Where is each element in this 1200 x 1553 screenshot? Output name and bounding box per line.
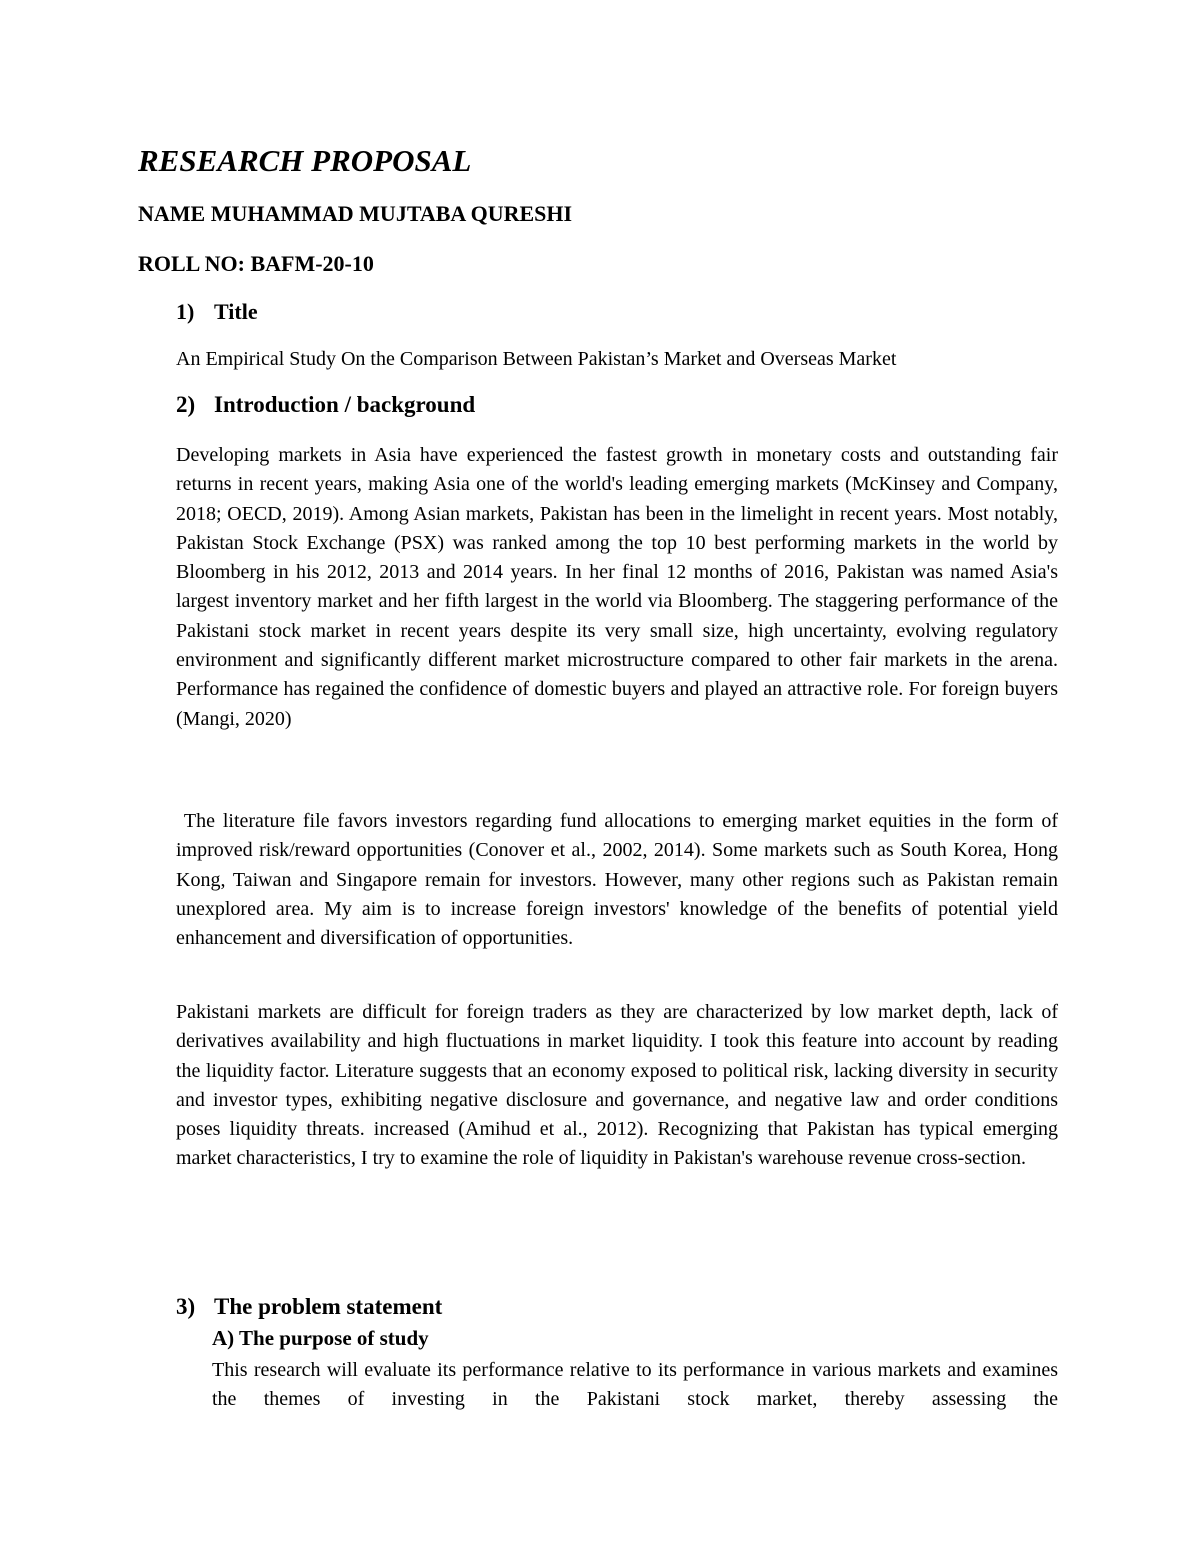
section-heading-problem-statement — [176, 1294, 442, 1320]
section-number: 2) — [176, 392, 196, 417]
section-heading-text: The problem statement — [214, 1294, 443, 1319]
section-heading-text: Title — [214, 299, 258, 324]
student-name: NAME MUHAMMAD MUJTABA QURESHI — [138, 201, 573, 226]
section-heading-introduction — [176, 392, 475, 418]
section-heading-title — [176, 299, 258, 325]
study-title: An Empirical Study On the Comparison Between Pakistan’s Market and Overseas Market — [176, 348, 897, 370]
intro-paragraph-2: The literature file favors investors regarding fund allocations to emerging market equities in the form of improved risk/reward opportunities (Conover et al., 2002, 2014). Some markets such as South Korea, Hong Kong, Taiwan and Singapore remain for investors. However, many other regions such as Pakistan remain unexplored area. My aim is to increase foreign investors' knowledge of the benefits of potential yield enhancement and diversification of opportunities. — [176, 810, 1063, 950]
intro-paragraph-3: Pakistani markets are difficult for foreign traders as they are characterized by low market depth, lack of derivatives availability and high fluctuations in market liquidity. I took this feature into account by reading the liquidity factor. Literature suggests that an economy exposed to political risk, lacking diversity in security and investor types, exhibiting negative disclosure and governance, and negative law and order conditions poses liquidity threats. increased (Amihud et al., 2012). Recognizing that Pakistan has typical emerging market characteristics, I try to examine the role of liquidity in Pakistan's warehouse revenue cross-section. — [176, 1001, 1058, 1170]
section-number: 1) — [176, 299, 195, 324]
document-title: RESEARCH PROPOSAL — [138, 143, 472, 178]
purpose-paragraph: This research will evaluate its performance relative to its performance in various markets and examines the themes of investing in the Pakistani stock market, thereby assessing the — [212, 1359, 1058, 1411]
section-heading-text: Introduction / background — [214, 392, 476, 417]
section-number: 3) — [176, 1294, 196, 1319]
intro-paragraph-1: Developing markets in Asia have experienced the fastest growth in monetary costs and outstanding fair returns in recent years, making Asia one of the world's leading emerging markets (McKinsey and Company, 2018; OECD, 2019). Among Asian markets, Pakistan has been in the limelight in recent years. Most notably, Pakistan Stock Exchange (PSX) was ranked among the top 10 best performing markets in the world by Bloomberg in his 2012, 2013 and 2014 years. In her final 12 months of 2016, Pakistan was named Asia's largest inventory market and her fifth largest in the world via Bloomberg. The staggering performance of the Pakistani stock market in recent years despite its very small size, high uncertainty, evolving regulatory environment and significantly different market microstructure compared to other fair markets in the arena. Performance has regained the confidence of domestic buyers and played an attractive role. For foreign buyers (Mangi, 2020) — [176, 444, 1058, 730]
subsection-heading-purpose: A) The purpose of study — [212, 1326, 429, 1350]
roll-number: ROLL NO: BAFM-20-10 — [138, 251, 374, 276]
